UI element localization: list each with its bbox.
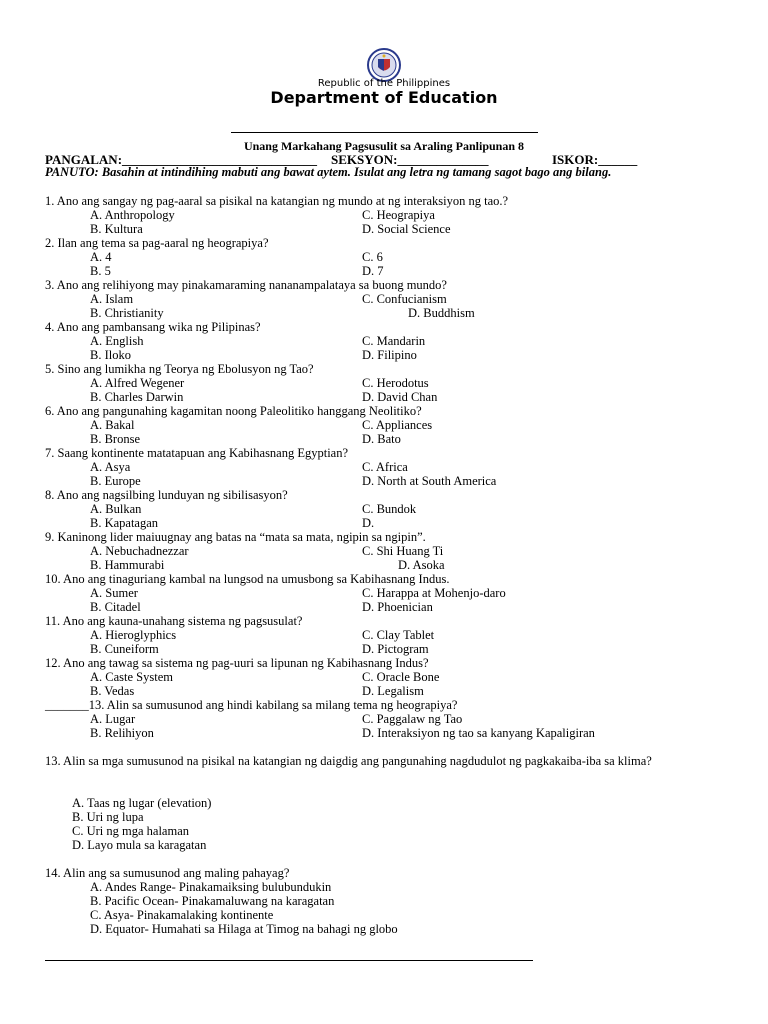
q9-option-b: B. Hammurabi: [90, 558, 165, 572]
question-1: 1. Ano ang sangay ng pag-aaral sa pisikal na katangian ng mundo at ng interaksiyon ng tao.?: [45, 194, 509, 208]
q8-option-a: A. Bulkan: [90, 502, 142, 516]
q2-option-b: B. 5: [90, 264, 111, 278]
section-field: SEKSYON:______________: [331, 152, 489, 167]
q2-option-c: C. 6: [362, 250, 383, 264]
score-field: ISKOR:______: [552, 152, 638, 167]
q5-option-d: D. David Chan: [362, 390, 438, 404]
question-8: 8. Ano ang nagsilbing lunduyan ng sibilisasyon?: [45, 488, 288, 502]
q6-option-d: D. Bato: [362, 432, 401, 446]
question-4: 4. Ano ang pambansang wika ng Pilipinas?: [45, 320, 261, 334]
q10-option-d: D. Phoenician: [362, 600, 433, 614]
republic-label: Republic of the Philippines: [317, 78, 451, 89]
name-field: PANGALAN:______________________________: [45, 152, 318, 167]
q14-option-c: C. Asya- Pinakamalaking kontinente: [90, 908, 274, 922]
q11-option-a: A. Hieroglyphics: [90, 628, 177, 642]
q7-option-c: C. Africa: [362, 460, 408, 474]
q5-option-c: C. Herodotus: [362, 376, 429, 390]
question-9: 9. Kaninong lider maiuugnay ang batas na “mata sa mata, ngipin sa ngipin”.: [45, 530, 426, 544]
q5-option-a: A. Alfred Wegener: [90, 376, 185, 390]
q3-option-a: A. Islam: [90, 292, 134, 306]
question-13b: 13. Alin sa mga sumusunod na pisikal na katangian ng daigdig ang pangunahing nagdudulot ng pagkakaiba-iba sa klima?: [45, 754, 652, 768]
question-3: 3. Ano ang relihiyong may pinakamaraming nananampalataya sa buong mundo?: [45, 278, 447, 292]
q10-option-b: B. Citadel: [90, 600, 141, 614]
q6-option-c: C. Appliances: [362, 418, 433, 432]
question-12: 12. Ano ang tawag sa sistema ng pag-uuri sa lipunan ng Kabihasnang Indus?: [45, 656, 429, 670]
q2-option-a: A. 4: [90, 250, 112, 264]
exam-title: Unang Markahang Pagsusulit sa Araling Panlipunan 8: [243, 139, 525, 153]
q7-option-b: B. Europe: [90, 474, 141, 488]
q10-option-a: A. Sumer: [90, 586, 138, 600]
q11-option-c: C. Clay Tablet: [362, 628, 435, 642]
q12-option-d: D. Legalism: [362, 684, 424, 698]
q6-option-a: A. Bakal: [90, 418, 135, 432]
q13-option-a: A. Lugar: [90, 712, 136, 726]
q3-option-b: B. Christianity: [90, 306, 164, 320]
q1-option-d: D. Social Science: [362, 222, 451, 236]
deped-seal-icon: [356, 48, 412, 82]
q4-option-b: B. Iloko: [90, 348, 131, 362]
q11-option-d: D. Pictogram: [362, 642, 429, 656]
q14-option-d: D. Equator- Humahati sa Hilaga at Timog na bahagi ng globo: [90, 922, 398, 936]
q12-option-a: A. Caste System: [90, 670, 173, 684]
q7-option-d: D. North at South America: [362, 474, 497, 488]
q12-option-c: C. Oracle Bone: [362, 670, 440, 684]
q4-option-a: A. English: [90, 334, 144, 348]
q13-option-b: B. Relihiyon: [90, 726, 154, 740]
question-2: 2. Ilan ang tema sa pag-aaral ng heograpiya?: [45, 236, 269, 250]
q14-option-a: A. Andes Range- Pinakamaiksing bulubundukin: [90, 880, 332, 894]
q4-option-c: C. Mandarin: [362, 334, 426, 348]
department-title: Department of Education: [270, 88, 498, 107]
question-14: 14. Alin ang sa sumusunod ang maling pahayag?: [45, 866, 290, 880]
question-13: _______13. Alin sa sumusunod ang hindi kabilang sa milang tema ng heograpiya?: [45, 698, 458, 712]
q13b-option-b: B. Uri ng lupa: [72, 810, 144, 824]
q4-option-d: D. Filipino: [362, 348, 417, 362]
question-11: 11. Ano ang kauna-unahang sistema ng pagsusulat?: [45, 614, 303, 628]
q2-option-d: D. 7: [362, 264, 384, 278]
q13-option-d: D. Interaksiyon ng tao sa kanyang Kapaligiran: [362, 726, 595, 740]
q12-option-b: B. Vedas: [90, 684, 135, 698]
q14-option-b: B. Pacific Ocean- Pinakamaluwang na karagatan: [90, 894, 335, 908]
q9-option-d: D. Asoka: [398, 558, 445, 572]
q7-option-a: A. Asya: [90, 460, 131, 474]
q13b-option-a: A. Taas ng lugar (elevation): [72, 796, 212, 810]
q5-option-b: B. Charles Darwin: [90, 390, 184, 404]
q13b-option-c: C. Uri ng mga halaman: [72, 824, 189, 838]
question-7: 7. Saang kontinente matatapuan ang Kabihasnang Egyptian?: [45, 446, 349, 460]
question-6: 6. Ano ang pangunahing kagamitan noong Paleolitiko hanggang Neolitiko?: [45, 404, 422, 418]
q13-option-c: C. Paggalaw ng Tao: [362, 712, 463, 726]
bottom-rule: [45, 960, 533, 961]
q10-option-c: C. Harappa at Mohenjo-daro: [362, 586, 506, 600]
q3-option-c: C. Confucianism: [362, 292, 447, 306]
q9-option-a: A. Nebuchadnezzar: [90, 544, 189, 558]
instructions: PANUTO: Basahin at intindihing mabuti ang bawat aytem. Isulat ang letra ng tamang sagot bago ang bilang.: [45, 165, 612, 179]
q6-option-b: B. Bronse: [90, 432, 140, 446]
q8-option-c: C. Bundok: [362, 502, 417, 516]
q1-option-c: C. Heograpiya: [362, 208, 435, 222]
q8-option-b: B. Kapatagan: [90, 516, 159, 530]
q13b-option-d: D. Layo mula sa karagatan: [72, 838, 207, 852]
q3-option-d: D. Buddhism: [408, 306, 475, 320]
title-underline: [231, 132, 538, 133]
q8-option-d: D.: [362, 516, 375, 530]
q1-option-b: B. Kultura: [90, 222, 143, 236]
q11-option-b: B. Cuneiform: [90, 642, 159, 656]
question-5: 5. Sino ang lumikha ng Teorya ng Ebolusyon ng Tao?: [45, 362, 314, 376]
q1-option-a: A. Anthropology: [90, 208, 175, 222]
question-10: 10. Ano ang tinaguriang kambal na lungsod na umusbong sa Kabihasnang Indus.: [45, 572, 450, 586]
q9-option-c: C. Shi Huang Ti: [362, 544, 444, 558]
